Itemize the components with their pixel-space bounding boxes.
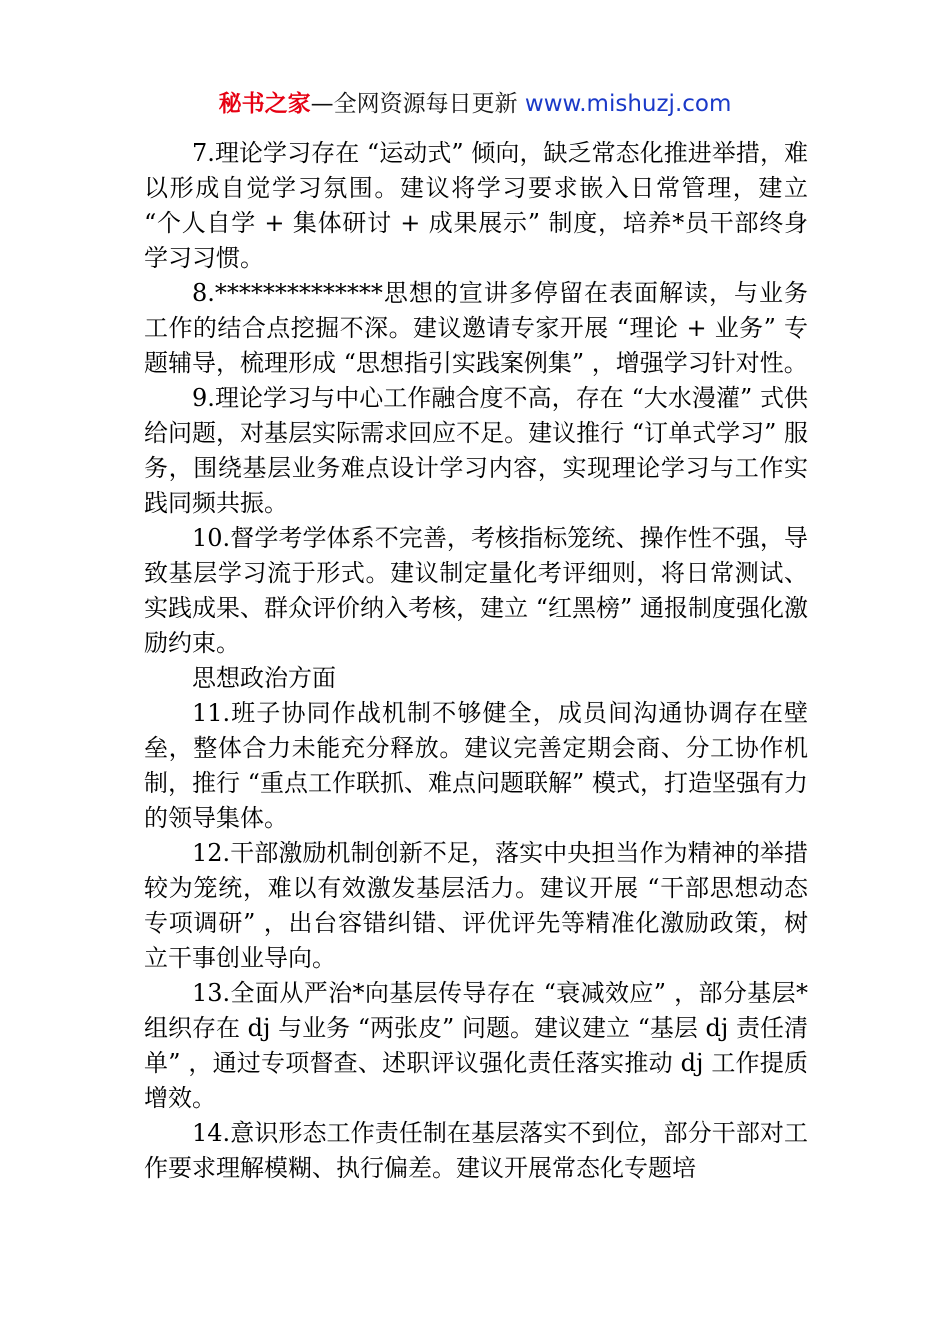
site-brand: 秘书之家 xyxy=(218,91,311,117)
paragraph-9: 9.理论学习与中心工作融合度不高，存在 “大水漫灌” 式供给问题，对基层实际需求回应不足。建议推行 “订单式学习” 服务，围绕基层业务难点设计学习内容，实现理论学习与工作实践同频共振。 xyxy=(144,384,808,517)
site-url-link[interactable]: www.mishuzj.com xyxy=(524,91,732,117)
paragraph-10: 10.督学考学体系不完善，考核指标笼统、操作性不强，导致基层学习流于形式。建议制定量化考评细则，将日常测试、实践成果、群众评价纳入考核，建立 “红黑榜” 通报制度强化激励约束。 xyxy=(144,524,808,657)
site-slogan: —全网资源每日更新 xyxy=(310,91,518,117)
section-heading: 思想政治方面 xyxy=(192,664,336,692)
paragraph-14: 14.意识形态工作责任制在基层落实不到位，部分干部对工作要求理解模糊、执行偏差。建议开展常态化专题培 xyxy=(144,1119,808,1182)
document-body xyxy=(144,136,808,1186)
paragraph-7: 7.理论学习存在 “运动式” 倾向，缺乏常态化推进举措，难以形成自觉学习氛围。建议将学习要求嵌入日常管理，建立 “个人自学 + 集体研讨 + 成果展示” 制度，培养*员干部终身学习习惯。 xyxy=(144,139,808,272)
paragraph-13: 13.全面从严治*向基层传导存在 “衰减效应” ，部分基层*组织存在 dj 与业务 “两张皮” 问题。建议建立 “基层 dj 责任清单” ，通过专项督查、述职评议强化责任落实推动 dj 工作提质增效。 xyxy=(144,979,808,1112)
paragraph-8: 8.**************思想的宣讲多停留在表面解读，与业务工作的结合点挖掘不深。建议邀请专家开展 “理论 + 业务” 专题辅导，梳理形成 “思想指引实践案例集” ，增强学习针对性。 xyxy=(144,279,808,377)
page-header xyxy=(0,88,950,120)
paragraph-12: 12.干部激励机制创新不足，落实中央担当作为精神的举措较为笼统，难以有效激发基层活力。建议开展 “干部思想动态专项调研” ，出台容错纠错、评优评先等精准化激励政策，树立干事创业导向。 xyxy=(144,839,808,972)
paragraph-11: 11.班子协同作战机制不够健全，成员间沟通协调存在壁垒，整体合力未能充分释放。建议完善定期会商、分工协作机制，推行 “重点工作联抓、难点问题联解” 模式，打造坚强有力的领导集体。 xyxy=(144,699,808,832)
